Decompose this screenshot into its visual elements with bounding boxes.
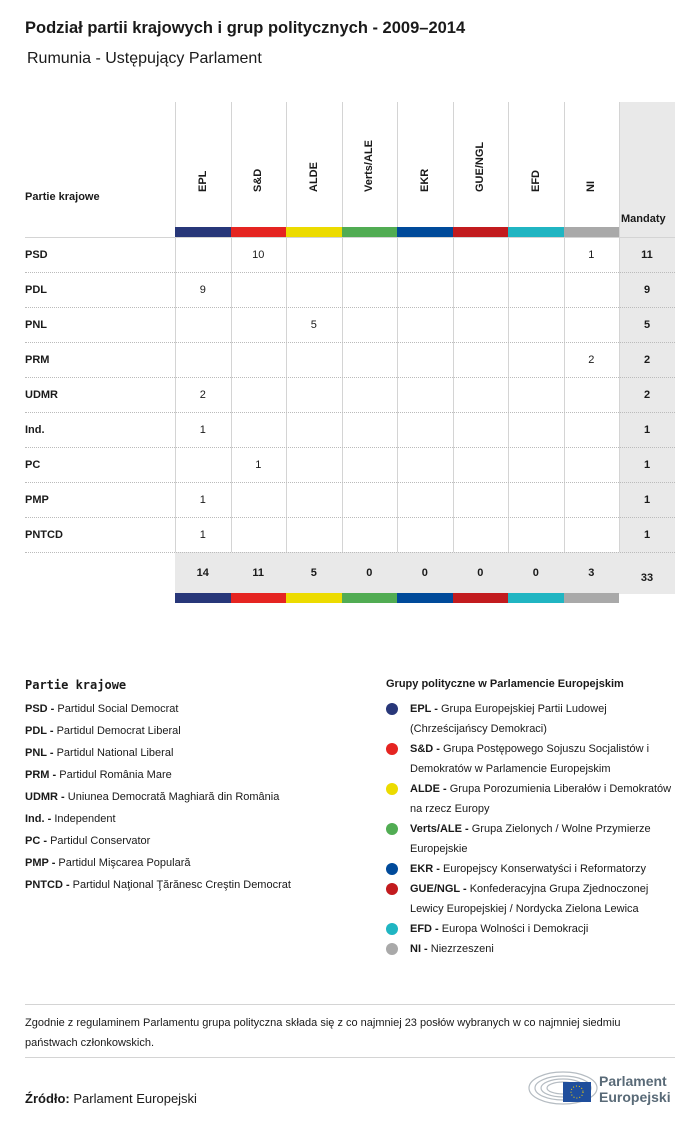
logo-line2: Europejski	[599, 1089, 671, 1105]
row-divider	[25, 412, 675, 413]
row-total: 5	[643, 318, 651, 331]
group-abbr: Verts/ALE -	[410, 823, 469, 835]
column-header-efd	[508, 102, 563, 227]
party-name: Partidul Conservator	[50, 835, 151, 847]
group-color-bar-bottom	[286, 593, 342, 603]
row-party-label: PMP	[25, 493, 49, 506]
group-color-bar-bottom	[453, 593, 509, 603]
party-name: Partidul National Liberal	[56, 747, 174, 759]
row-party-label: Ind.	[25, 423, 45, 436]
party-abbr: PMP -	[25, 857, 56, 869]
row-header: Partie krajowe	[25, 191, 100, 203]
group-abbr: S&D -	[410, 743, 440, 755]
group-name: EKR	[418, 168, 431, 192]
row-total: 1	[643, 493, 651, 506]
row-divider	[25, 447, 675, 448]
legend-group-item	[386, 859, 681, 879]
party-name: Partidul Social Democrat	[57, 703, 179, 715]
legend-party-item	[25, 742, 291, 764]
group-total: 0	[532, 566, 539, 579]
legend-political-groups	[386, 678, 681, 959]
group-color-dot-icon	[386, 703, 398, 715]
group-color-bar-bottom	[397, 593, 453, 603]
group-color-bar-bottom	[508, 593, 564, 603]
group-abbr: EKR -	[410, 863, 440, 875]
party-abbr: PSD -	[25, 703, 55, 715]
group-color-bar	[508, 227, 564, 237]
legend-party-item	[25, 852, 291, 874]
mandaty-header: Mandaty	[621, 213, 666, 225]
group-color-bar	[397, 227, 453, 237]
row-party-label: PNTCD	[25, 528, 63, 541]
party-abbr: PC -	[25, 835, 47, 847]
group-name: ALDE	[307, 162, 320, 192]
seat-count: 1	[199, 493, 206, 506]
legend-title: Partie krajowe	[25, 678, 127, 692]
group-color-bar	[453, 227, 509, 237]
group-name: Konfederacyjna Grupa Zjednoczonej Lewicy Europejskiej / Nordycka Zielona Lewica	[410, 883, 649, 915]
column-header-alde	[286, 102, 341, 227]
page-subtitle: Rumunia - Ustępujący Parlament	[27, 50, 262, 67]
party-abbr: PDL -	[25, 725, 54, 737]
footnote: Zgodnie z regulaminem Parlamentu grupa polityczna składa się z co najmniej 23 posłów wybranych w co najmniej siedmiu państwach członkowskich.	[25, 1004, 675, 1058]
group-total: 5	[310, 566, 317, 579]
row-divider	[25, 552, 675, 553]
group-name: Europejscy Konserwatyści i Reformatorzy	[443, 863, 646, 875]
seats-table	[25, 102, 675, 604]
group-color-dot-icon	[386, 783, 398, 795]
group-name: Grupa Postępowego Sojuszu Socjalistów i Demokratów w Parlamencie Europejskim	[410, 743, 650, 775]
row-party-label: PRM	[25, 353, 50, 366]
group-color-dot-icon	[386, 863, 398, 875]
legend-party-item	[25, 874, 291, 896]
row-total: 2	[643, 388, 651, 401]
column-header-ekr	[397, 102, 452, 227]
party-abbr: Ind. -	[25, 813, 52, 825]
row-divider	[25, 272, 675, 273]
group-name: Grupa Porozumienia Liberałów i Demokratów na rzecz Europy	[410, 783, 672, 815]
group-name: GUE/NGL	[474, 141, 486, 192]
seat-count: 1	[255, 458, 262, 471]
seat-count: 1	[588, 248, 595, 261]
group-abbr: EFD -	[410, 923, 439, 935]
group-color-bar-bottom	[175, 593, 231, 603]
legend-party-item	[25, 764, 291, 786]
group-name: S&D	[252, 168, 264, 192]
row-party-label: UDMR	[25, 388, 58, 401]
row-divider	[25, 307, 675, 308]
group-color-dot-icon	[386, 923, 398, 935]
party-name: Partidul Mişcarea Populară	[58, 857, 191, 869]
row-party-label: PSD	[25, 248, 48, 261]
group-total: 0	[477, 566, 484, 579]
group-name: Grupa Zielonych / Wolne Przymierze Europejskie	[410, 823, 651, 855]
legend-title: Grupy polityczne w Parlamencie Europejskim	[386, 678, 624, 690]
row-total: 9	[643, 283, 651, 296]
source	[25, 1091, 197, 1106]
row-divider	[25, 377, 675, 378]
source-label: Źródło:	[25, 1091, 70, 1106]
group-name: Verts/ALE	[363, 140, 375, 192]
legend-party-item	[25, 830, 291, 852]
column-header-guengl	[453, 102, 508, 227]
legend-party-item	[25, 808, 291, 830]
group-abbr: GUE/NGL -	[410, 883, 467, 895]
row-total: 1	[643, 528, 651, 541]
grand-total: 33	[640, 571, 654, 584]
party-name: Independent	[54, 813, 116, 825]
seat-count: 2	[588, 353, 595, 366]
group-name: Europa Wolności i Demokracji	[441, 923, 589, 935]
group-abbr: ALDE -	[410, 783, 447, 795]
seat-count: 1	[199, 423, 206, 436]
legend-party-item	[25, 698, 291, 720]
group-color-dot-icon	[386, 743, 398, 755]
group-color-bar	[564, 227, 620, 237]
row-divider	[25, 482, 675, 483]
party-abbr: PNTCD -	[25, 879, 70, 891]
seat-count: 2	[199, 388, 206, 401]
column-header-sd	[231, 102, 286, 227]
legend-group-item	[386, 879, 681, 919]
legend-group-item	[386, 739, 681, 779]
row-total: 1	[643, 458, 651, 471]
legend-group-item	[386, 939, 681, 959]
group-total: 0	[421, 566, 428, 579]
group-abbr: EPL -	[410, 703, 438, 715]
seat-count: 5	[310, 318, 317, 331]
group-total: 14	[196, 566, 209, 579]
party-abbr: UDMR -	[25, 791, 65, 803]
party-name: Uniunea Democrată Maghiară din România	[67, 791, 280, 803]
group-name: Niezrzeszeni	[430, 943, 494, 955]
group-total: 11	[252, 566, 265, 579]
source-value: Parlament Europejski	[73, 1091, 197, 1106]
party-name: Partidul România Mare	[59, 769, 172, 781]
legend-group-item	[386, 919, 681, 939]
seat-count: 10	[252, 248, 265, 261]
logo-line1: Parlament	[599, 1073, 667, 1089]
row-total: 1	[643, 423, 651, 436]
group-total: 3	[588, 566, 595, 579]
page-title: Podział partii krajowych i grup politycznych - 2009–2014	[25, 19, 466, 37]
group-color-dot-icon	[386, 883, 398, 895]
legend-party-item	[25, 786, 291, 808]
column-header-epl	[175, 102, 230, 227]
logo-text	[599, 1073, 671, 1105]
row-party-label: PC	[25, 458, 41, 471]
group-color-bar-bottom	[342, 593, 398, 603]
party-abbr: PRM -	[25, 769, 57, 781]
group-color-dot-icon	[386, 823, 398, 835]
legend-group-item	[386, 699, 681, 739]
group-abbr: NI -	[410, 943, 428, 955]
legend-group-item	[386, 819, 681, 859]
row-total: 11	[641, 248, 653, 261]
row-party-label: PNL	[25, 318, 47, 331]
legend-national-parties	[25, 678, 291, 891]
group-name: EPL	[196, 170, 209, 192]
group-color-bar	[286, 227, 342, 237]
group-color-bar	[231, 227, 287, 237]
column-header-ni	[564, 102, 619, 227]
group-color-bar-bottom	[231, 593, 287, 603]
group-color-bar-bottom	[564, 593, 620, 603]
group-color-bar	[175, 227, 231, 237]
seat-count: 1	[199, 528, 206, 541]
row-party-label: PDL	[25, 283, 47, 296]
group-name: EFD	[529, 170, 542, 192]
row-divider	[25, 517, 675, 518]
group-color-dot-icon	[386, 943, 398, 955]
party-abbr: PNL -	[25, 747, 54, 759]
row-total: 2	[643, 353, 651, 366]
party-name: Partidul Democrat Liberal	[56, 725, 181, 737]
group-color-bar	[342, 227, 398, 237]
legend-group-item	[386, 779, 681, 819]
legend-party-item	[25, 720, 291, 742]
group-name: NI	[585, 181, 597, 192]
seat-count: 9	[199, 283, 206, 296]
party-name: Partidul Naţional Ţărănesc Creştin Democrat	[72, 879, 291, 891]
column-header-vertsale	[342, 102, 397, 227]
group-total: 0	[366, 566, 373, 579]
group-name: Grupa Europejskiej Partii Ludowej (Chrześcijańscy Demokraci)	[410, 703, 607, 735]
